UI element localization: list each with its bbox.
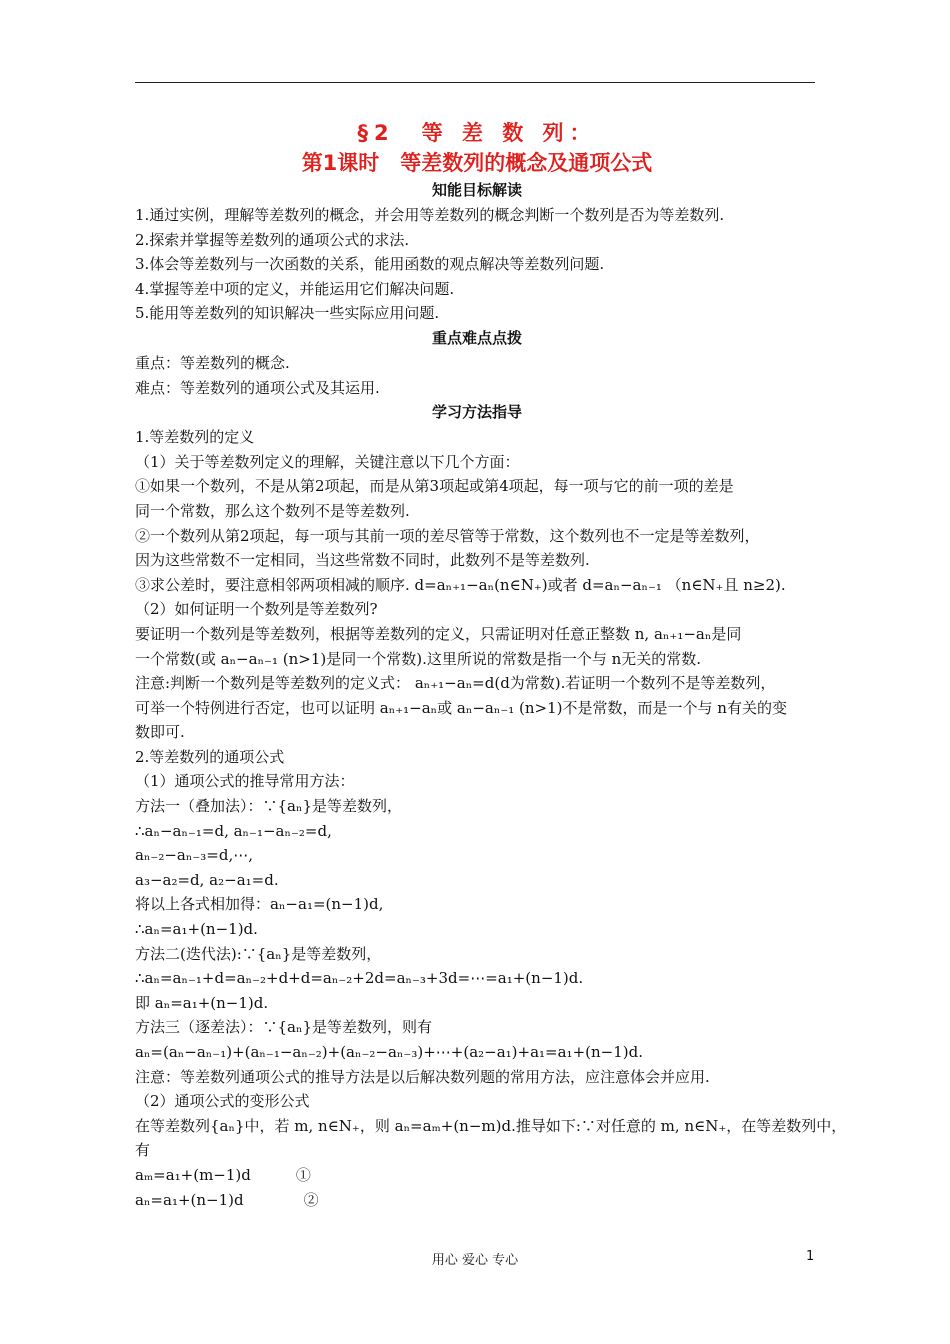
body-line: 2.探索并掌握等差数列的通项公式的求法. xyxy=(135,230,410,249)
body-line: 数即可. xyxy=(135,723,185,742)
header-rule xyxy=(135,82,815,83)
body-line: 难点：等差数列的通项公式及其运用. xyxy=(135,378,380,397)
body-line: 同一个常数，那么这个数列不是等差数列. xyxy=(135,501,410,520)
section-heading-key-points: 重点难点点拨 xyxy=(431,328,522,347)
body-line: ∴aₙ=a₁+(n−1)d. xyxy=(135,920,258,939)
body-line: 1.通过实例，理解等差数列的概念，并会用等差数列的概念判断一个数列是否为等差数列. xyxy=(135,206,725,224)
body-line: 有 xyxy=(135,1141,151,1160)
body-line: 将以上各式相加得：aₙ−a₁=(n−1)d, xyxy=(135,895,384,914)
body-line: 即 aₙ=a₁+(n−1)d. xyxy=(135,993,269,1012)
section-heading-objectives: 知能目标解读 xyxy=(431,181,522,199)
body-line: 3.体会等差数列与一次函数的关系，能用函数的观点解决等差数列问题. xyxy=(135,255,605,274)
body-line: 重点：等差数列的概念. xyxy=(135,353,290,372)
page-content xyxy=(135,118,847,1212)
body-line: 注意：等差数列通项公式的推导方法是以后解决数列题的常用方法，应注意体会并应用. xyxy=(135,1067,710,1086)
lesson-title: 第1课时 等差数列的概念及通项公式 xyxy=(301,151,653,175)
body-line: 要证明一个数列是等差数列，根据等差数列的定义，只需证明对任意正整数 n, aₙ₊₁−aₙ是同 xyxy=(135,624,742,643)
body-line: ①如果一个数列，不是从第2项起，而是从第3项起或第4项起，每一项与它的前一项的差是 xyxy=(135,477,734,496)
body-line: aₙ₋₂−aₙ₋₃=d,⋯, xyxy=(135,846,254,865)
body-line: 在等差数列{aₙ}中，若 m, n∈N₊，则 aₙ=aₘ+(n−m)d.推导如下:∵对任意的 m, n∈N₊，在等差数列中， xyxy=(135,1116,847,1135)
body-line: （2）如何证明一个数列是等差数列? xyxy=(135,600,378,619)
body-line: 方法三（逐差法）：∵{aₙ}是等差数列，则有 xyxy=(135,1018,433,1037)
body-line: 注意:判断一个数列是等差数列的定义式： aₙ₊₁−aₙ=d(d为常数).若证明一个数列不是等差数列， xyxy=(135,674,776,693)
body-line: aₘ=a₁+(m−1)d ① xyxy=(135,1165,311,1184)
section-heading-methods: 学习方法指导 xyxy=(431,403,522,422)
body-line: 一个常数(或 aₙ−aₙ₋₁ (n>1)是同一个常数).这里所说的常数是指一个与 n无关的常数. xyxy=(135,649,702,668)
body-line: a₃−a₂=d, a₂−a₁=d. xyxy=(135,870,279,889)
body-line: aₙ=(aₙ−aₙ₋₁)+(aₙ₋₁−aₙ₋₂)+(aₙ₋₂−aₙ₋₃)+⋯+(a₂−a₁)+a₁=a₁+(n−1)d. xyxy=(135,1043,643,1061)
body-line: 2.等差数列的通项公式 xyxy=(135,747,285,766)
body-line: 1.等差数列的定义 xyxy=(135,428,255,447)
body-line: （1）通项公式的推导常用方法： xyxy=(135,772,355,791)
body-line: （2）通项公式的变形公式 xyxy=(135,1092,310,1111)
body-line: aₙ=a₁+(n−1)d ② xyxy=(135,1190,319,1209)
body-line: 4.掌握等差中项的定义，并能运用它们解决问题. xyxy=(135,279,455,298)
body-line: 方法一（叠加法）：∵{aₙ}是等差数列， xyxy=(135,797,403,816)
body-line: ∴aₙ−aₙ₋₁=d, aₙ₋₁−aₙ₋₂=d, xyxy=(135,821,332,840)
chapter-title: §2 等 差 数 列： xyxy=(357,121,597,145)
body-line: ②一个数列从第2项起，每一项与其前一项的差尽管等于常数，这个数列也不一定是等差数列， xyxy=(135,526,760,545)
body-line: 可举一个特例进行否定，也可以证明 aₙ₊₁−aₙ或 aₙ−aₙ₋₁ (n>1)不是常数，而是一个与 n有关的变 xyxy=(135,698,787,717)
body-line: 因为这些常数不一定相同，当这些常数不同时，此数列不是等差数列. xyxy=(135,551,590,570)
body-line: 5.能用等差数列的知识解决一些实际应用问题. xyxy=(135,304,440,323)
page-number: 1 xyxy=(806,1249,815,1264)
body-line: 方法二(迭代法):∵{aₙ}是等差数列， xyxy=(135,944,382,963)
body-line: （1）关于等差数列定义的理解，关键注意以下几个方面： xyxy=(135,452,520,471)
footer-slogan: 用心 爱心 专心 xyxy=(431,1253,519,1268)
body-line: ③求公差时，要注意相邻两项相减的顺序. d=aₙ₊₁−aₙ(n∈N₊)或者 d=aₙ−aₙ₋₁ （n∈N₊且 n≥2). xyxy=(135,575,786,594)
body-line: ∴aₙ=aₙ₋₁+d=aₙ₋₂+d+d=aₙ₋₂+2d=aₙ₋₃+3d=⋯=a₁+(n−1)d. xyxy=(135,969,584,988)
